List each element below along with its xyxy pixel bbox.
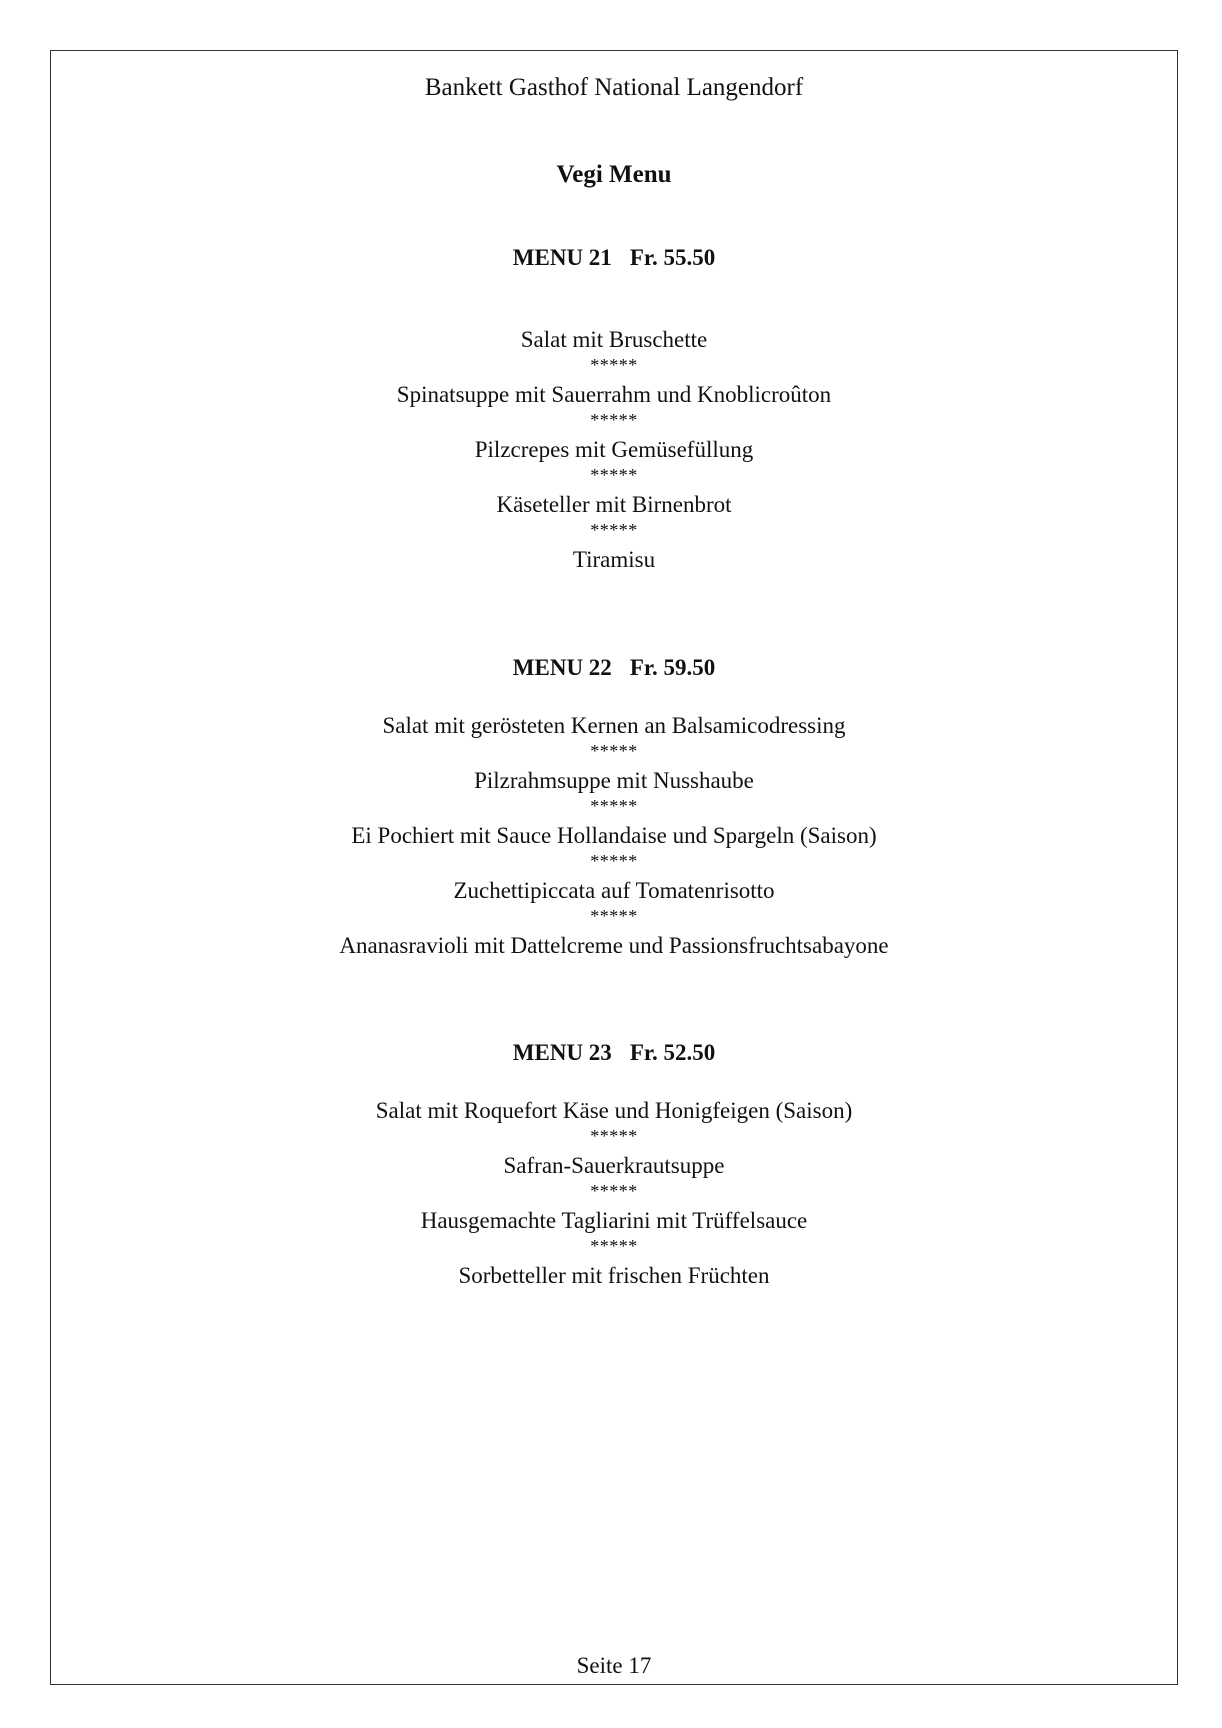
- course-item: Spinatsuppe mit Sauerrahm und Knoblicroûton: [396, 382, 832, 407]
- header-title: Bankett Gasthof National Langendorf: [424, 74, 804, 101]
- menu-heading-22: [51, 656, 1177, 679]
- course-item: Salat mit Roquefort Käse und Honigfeigen (Saison): [375, 1098, 853, 1123]
- page-title: Vegi Menu: [556, 161, 672, 188]
- page-number: Seite 17: [576, 1653, 652, 1678]
- course-item: Salat mit gerösteten Kernen an Balsamicodressing: [382, 713, 846, 738]
- course-separator: *****: [590, 465, 638, 485]
- course-item: Käseteller mit Birnenbrot: [496, 492, 732, 517]
- menu-price: Fr. 52.50: [629, 1040, 716, 1065]
- course-item: Tiramisu: [572, 547, 656, 572]
- course-separator: *****: [590, 355, 638, 375]
- course-separator: *****: [590, 1181, 638, 1201]
- course-item: Hausgemachte Tagliarini mit Trüffelsauce: [420, 1208, 808, 1233]
- course-item: Salat mit Bruschette: [520, 327, 708, 352]
- course-separator: *****: [590, 410, 638, 430]
- course-separator: *****: [590, 741, 638, 761]
- menu-heading-21: [51, 246, 1177, 269]
- course-separator: *****: [590, 906, 638, 926]
- menu-name: MENU 23: [512, 1040, 612, 1065]
- course-separator: *****: [590, 1236, 638, 1256]
- course-item: Sorbetteller mit frischen Früchten: [458, 1263, 770, 1288]
- course-item: Ananasravioli mit Dattelcreme und Passionsfruchtsabayone: [339, 933, 889, 958]
- menu-price: Fr. 59.50: [629, 655, 716, 680]
- page-frame: [50, 50, 1178, 1685]
- course-item: Pilzcrepes mit Gemüsefüllung: [474, 437, 754, 462]
- course-item: Ei Pochiert mit Sauce Hollandaise und Spargeln (Saison): [351, 823, 877, 848]
- menu-name: MENU 21: [512, 245, 612, 270]
- course-separator: *****: [590, 851, 638, 871]
- menu-name: MENU 22: [512, 655, 612, 680]
- course-separator: *****: [590, 796, 638, 816]
- menu-heading-23: [51, 1041, 1177, 1064]
- menu-price: Fr. 55.50: [629, 245, 716, 270]
- course-item: Pilzrahmsuppe mit Nusshaube: [474, 768, 754, 793]
- course-separator: *****: [590, 520, 638, 540]
- course-item: Zuchettipiccata auf Tomatenrisotto: [453, 878, 775, 903]
- course-item: Safran-Sauerkrautsuppe: [503, 1153, 725, 1178]
- course-separator: *****: [590, 1126, 638, 1146]
